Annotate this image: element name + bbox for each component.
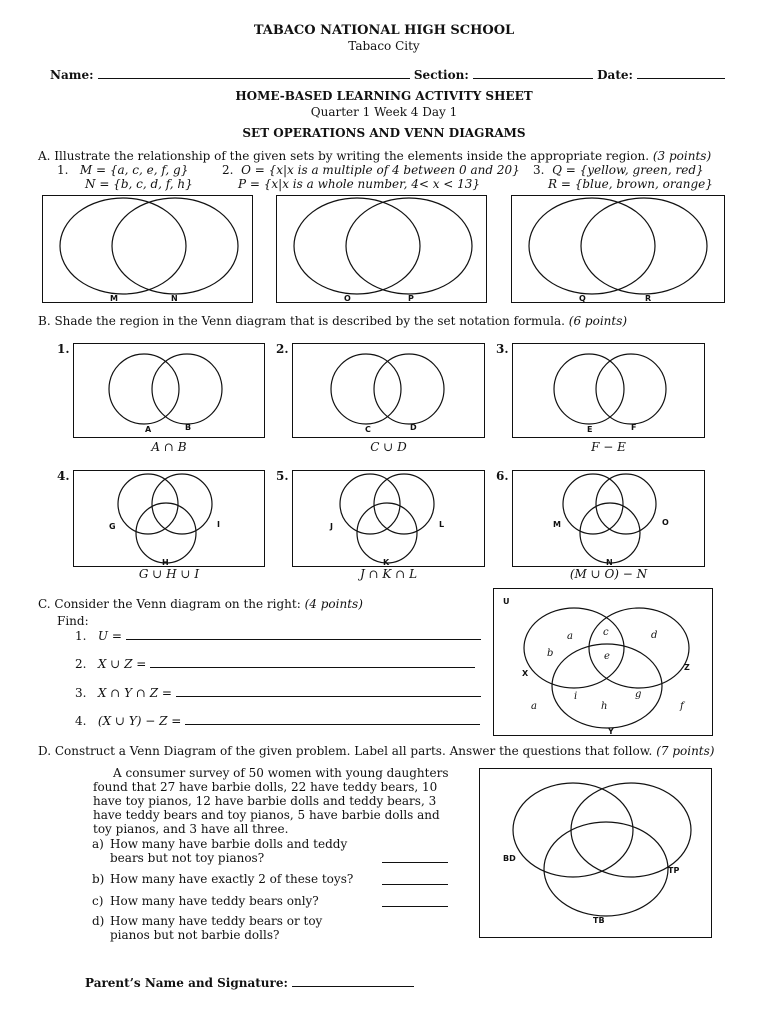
part-b-num6: 6.	[496, 469, 509, 483]
question-a: a) How many have barbie dolls and teddy bears but not toy pianos?	[92, 837, 348, 865]
answer-x-union-z[interactable]	[150, 656, 475, 668]
label-a: A	[145, 425, 152, 434]
label-o2: O	[662, 518, 669, 527]
school-city: Tabaco City	[348, 39, 420, 53]
element-a2: a	[531, 701, 537, 712]
label-r: R	[645, 294, 652, 302]
signature-blank[interactable]	[292, 975, 414, 987]
circle-a	[109, 354, 179, 424]
date-label: Date:	[597, 68, 633, 82]
venn-ghi	[74, 471, 264, 566]
set-p: P = {x|x is a whole number, 4< x < 13}	[238, 177, 481, 191]
circle-f	[596, 354, 666, 424]
circle-l	[374, 474, 434, 534]
label-o: O	[344, 294, 351, 302]
venn-ab	[74, 344, 264, 437]
element-e: e	[604, 651, 610, 662]
question-c: c) How many have teddy bears only?	[92, 894, 319, 908]
element-i: i	[574, 691, 578, 702]
label-m: M	[110, 294, 118, 302]
section-blank[interactable]	[473, 67, 593, 79]
venn-mn-box[interactable]	[42, 195, 253, 303]
label-n: N	[171, 294, 178, 302]
circle-tp	[571, 783, 691, 877]
label-y: Y	[608, 727, 614, 735]
venn-op-box[interactable]	[276, 195, 487, 303]
label-b: B	[185, 423, 192, 432]
venn-cd-box[interactable]	[292, 343, 485, 438]
find-row-3: 3. X ∩ Y ∩ Z =	[75, 685, 481, 700]
circle-m2	[563, 474, 623, 534]
label-m2: M	[553, 520, 561, 529]
venn-jkl-box[interactable]	[292, 470, 485, 567]
formula-1: A ∩ B	[151, 440, 187, 454]
part-a-item2: 2. O = {x|x is a multiple of 4 between 0 and 20}	[222, 163, 520, 177]
venn-mno	[513, 471, 704, 566]
venn-xyz-box	[493, 588, 713, 736]
find-row-1: 1. U =	[75, 628, 481, 643]
label-p: P	[408, 294, 414, 302]
label-tp: TP	[668, 866, 680, 875]
question-b: b) How many have exactly 2 of these toys?	[92, 872, 354, 886]
part-b-num3: 3.	[496, 342, 509, 356]
answer-x-int-y-int-z[interactable]	[176, 685, 481, 697]
venn-qr	[512, 196, 724, 302]
formula-5: J ∩ K ∩ L	[359, 567, 418, 581]
circle-bd	[513, 783, 633, 877]
label-universe: U	[503, 597, 510, 606]
circle-z	[589, 608, 689, 688]
answer-a[interactable]	[382, 862, 448, 863]
part-b-num4: 4.	[57, 469, 70, 483]
circle-c	[331, 354, 401, 424]
circle-r	[581, 198, 707, 294]
element-h: h	[601, 701, 608, 712]
part-b-num1: 1.	[57, 342, 70, 356]
find-row-4: 4. (X ∪ Y) − Z =	[75, 713, 480, 728]
part-c-instruction: C. Consider the Venn diagram on the right: (4 points)	[38, 597, 363, 611]
circle-e	[554, 354, 624, 424]
venn-ef	[513, 344, 704, 437]
survey-problem: A consumer survey of 50 women with young daughters found that 27 have barbie dolls, 22 have teddy bears, 10 have toy pianos, 12 have barbie dolls and teddy bears, 3 have teddy bears and toy pianos, 5 have barbie dolls and toy pianos, and 3 have all three.	[93, 766, 449, 836]
set-o: O = {x|x is a multiple of 4 between 0 and 20}	[241, 163, 520, 177]
set-n: N = {b, c, d, f, h}	[85, 177, 193, 191]
part-a-item1: 1. M = {a, c, e, f, g}	[57, 163, 189, 177]
sheet-title: HOME-BASED LEARNING ACTIVITY SHEET	[235, 89, 533, 103]
question-d: d) How many have teddy bears or toy pianos but not barbie dolls?	[92, 914, 323, 942]
topic-title: SET OPERATIONS AND VENN DIAGRAMS	[242, 126, 526, 140]
formula-2: C ∪ D	[370, 440, 407, 454]
label-h: H	[162, 558, 169, 566]
find-label: Find:	[57, 614, 89, 628]
venn-xyz	[494, 589, 712, 735]
circle-d	[374, 354, 444, 424]
circle-o	[294, 198, 420, 294]
find-row-2: 2. X ∪ Z =	[75, 656, 475, 671]
label-c: C	[365, 425, 371, 434]
circle-x	[524, 608, 624, 688]
answer-u[interactable]	[126, 628, 481, 640]
part-a-instruction: A. Illustrate the relationship of the given sets by writing the elements inside the appropriate region. (3 points)	[38, 149, 712, 163]
name-label: Name:	[50, 68, 94, 82]
circle-m	[60, 198, 186, 294]
name-row	[50, 67, 725, 82]
label-tb: TB	[593, 916, 605, 925]
set-m: M = {a, c, e, f, g}	[79, 163, 189, 177]
venn-jkl	[293, 471, 484, 566]
circle-q	[529, 198, 655, 294]
venn-ghi-box[interactable]	[73, 470, 265, 567]
answer-xuy-minus-z[interactable]	[185, 713, 480, 725]
part-a-item3: 3. Q = {yellow, green, red}	[533, 163, 704, 177]
circle-p	[346, 198, 472, 294]
venn-mn	[43, 196, 252, 302]
circle-n	[112, 198, 238, 294]
label-j: J	[330, 522, 333, 531]
venn-op	[277, 196, 486, 302]
element-f: f	[680, 701, 684, 712]
formula-3: F − E	[591, 440, 626, 454]
school-name: TABACO NATIONAL HIGH SCHOOL	[253, 23, 515, 38]
label-f: F	[631, 423, 637, 432]
set-r: R = {blue, brown, orange}	[548, 177, 713, 191]
label-i: I	[217, 520, 220, 529]
answer-b[interactable]	[382, 884, 448, 885]
label-d: D	[410, 423, 417, 432]
venn-survey-box[interactable]	[479, 768, 712, 938]
formula-6: (M ∪ O) − N	[569, 567, 648, 581]
label-e: E	[587, 425, 593, 434]
set-q: Q = {yellow, green, red}	[552, 163, 704, 177]
formula-4: G ∪ H ∪ I	[138, 567, 200, 581]
venn-survey	[480, 769, 711, 937]
element-g: g	[635, 689, 642, 700]
date-blank[interactable]	[637, 67, 725, 79]
answer-c[interactable]	[382, 906, 448, 907]
circle-g	[118, 474, 178, 534]
name-blank[interactable]	[98, 67, 410, 79]
venn-ab-box[interactable]	[73, 343, 265, 438]
label-x: X	[522, 669, 529, 678]
label-n2: N	[606, 558, 613, 566]
part-b-instruction: B. Shade the region in the Venn diagram that is described by the set notation formula. (6 points)	[38, 314, 628, 328]
label-k: K	[383, 558, 390, 566]
label-l: L	[439, 520, 445, 529]
label-bd: BD	[503, 854, 516, 863]
signature-row	[85, 975, 414, 990]
element-c: c	[603, 627, 609, 638]
part-b-num5: 5.	[276, 469, 289, 483]
venn-mno-box[interactable]	[512, 470, 705, 567]
venn-cd	[293, 344, 484, 437]
venn-ef-box[interactable]	[512, 343, 705, 438]
part-d-instruction: D. Construct a Venn Diagram of the given problem. Label all parts. Answer the questions that follow. (7 points)	[38, 744, 715, 758]
circle-j	[340, 474, 400, 534]
circle-b	[152, 354, 222, 424]
circle-k	[357, 503, 417, 563]
element-b: b	[547, 648, 554, 659]
label-q: Q	[579, 294, 586, 302]
section-label: Section:	[413, 68, 469, 82]
label-z: Z	[684, 663, 690, 672]
signature-label: Parent’s Name and Signature:	[85, 976, 288, 990]
label-g: G	[109, 522, 116, 531]
element-a1: a	[567, 631, 573, 642]
quarter-week: Quarter 1 Week 4 Day 1	[310, 105, 458, 119]
element-d: d	[651, 630, 658, 641]
venn-qr-box[interactable]	[511, 195, 725, 303]
part-b-num2: 2.	[276, 342, 289, 356]
